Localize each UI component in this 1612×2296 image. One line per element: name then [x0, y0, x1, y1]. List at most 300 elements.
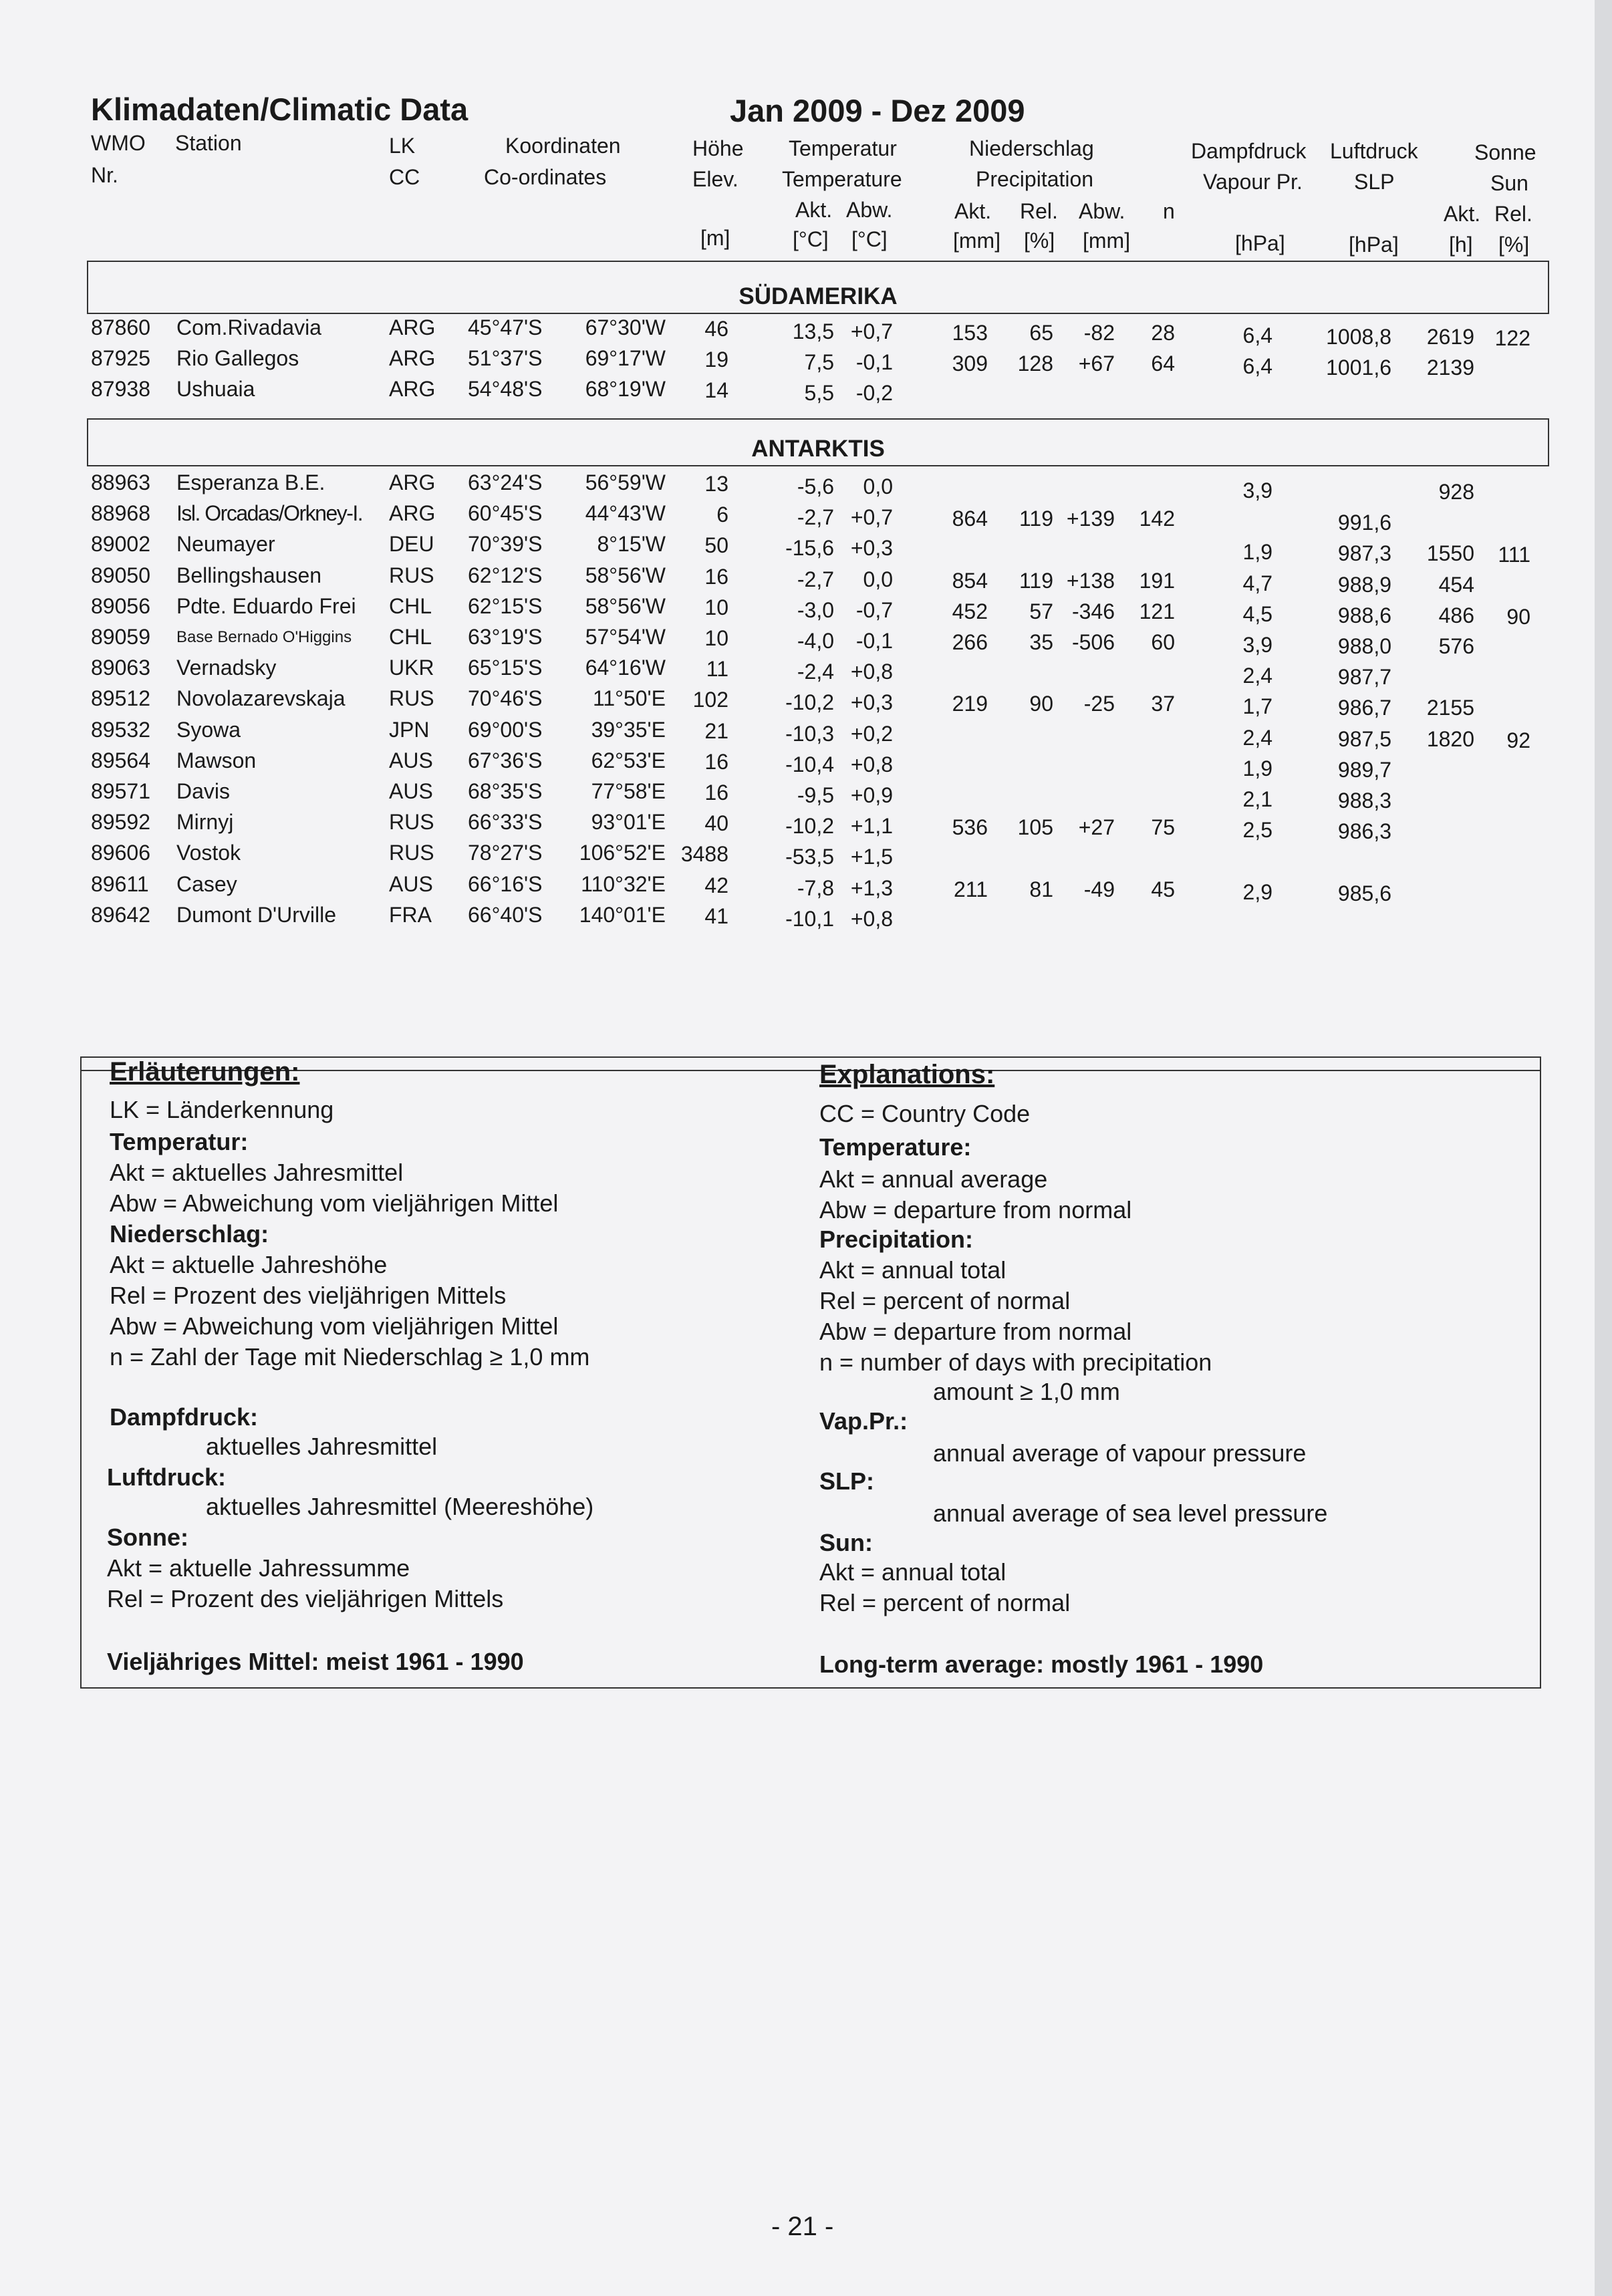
cell-cc: DEU [389, 532, 434, 557]
cell-lat: 68°35'S [468, 779, 543, 803]
section-label: SÜDAMERIKA [738, 283, 898, 309]
cell-p-rel: 35 [1029, 630, 1053, 654]
cell-elev: 16 [704, 780, 728, 805]
section-header-antarctica [87, 418, 1549, 466]
cell-t-abw: +0,8 [850, 752, 893, 776]
cell-station: Vostok [176, 841, 241, 865]
cell-lon: 57°54'W [585, 625, 666, 649]
de-footer: Vieljähriges Mittel: meist 1961 - 1990 [107, 1648, 524, 1675]
col-lk: LK [389, 134, 416, 158]
en-footer: Long-term average: mostly 1961 - 1990 [819, 1651, 1264, 1678]
cell-lat: 78°27'S [468, 841, 543, 865]
cell-lon: 58°56'W [585, 593, 666, 618]
cell-vap: 4,5 [1242, 601, 1272, 626]
cell-slp: 989,7 [1337, 757, 1391, 782]
cell-vap: 6,4 [1242, 354, 1272, 378]
cell-p-rel: 128 [1017, 351, 1053, 376]
cell-t-abw: 0,0 [863, 567, 893, 591]
cell-p-akt: 211 [953, 877, 988, 901]
cell-lon: 110°32'E [581, 871, 666, 896]
col-elev-unit: [m] [700, 226, 730, 250]
cell-lon: 64°16'W [585, 656, 666, 680]
col-vap-unit: [hPa] [1235, 231, 1285, 255]
cell-elev: 10 [704, 626, 728, 650]
cell-p-abw: -346 [1071, 599, 1115, 623]
cell-slp: 987,3 [1337, 541, 1391, 566]
cell-t-akt: -10,2 [785, 814, 834, 839]
cell-p-n: 45 [1151, 877, 1175, 901]
cell-sun-akt: 2139 [1426, 355, 1474, 380]
cell-sun-akt: 928 [1438, 480, 1474, 504]
cell-station: Esperanza B.E. [176, 470, 325, 494]
col-sun-akt: Akt. [1444, 202, 1481, 226]
col-slp-unit: [hPa] [1349, 233, 1399, 257]
cell-station: Vernadsky [176, 656, 277, 680]
col-sun-rel: Rel. [1494, 202, 1532, 226]
cell-wmo: 89512 [91, 686, 150, 711]
cell-t-akt: -2,4 [797, 660, 834, 684]
cell-station: Bellingshausen [176, 563, 322, 587]
cell-cc: FRA [389, 902, 432, 927]
cell-p-abw: -506 [1071, 630, 1115, 654]
cell-elev: 50 [704, 533, 728, 558]
cell-sun-akt: 2619 [1426, 325, 1474, 349]
en-temp-head: Temperature: [819, 1133, 972, 1161]
cell-p-n: 64 [1151, 351, 1175, 376]
de-prec-head: Niederschlag: [110, 1220, 269, 1248]
cell-t-abw: +0,2 [850, 721, 893, 746]
cell-sun-rel: 111 [1498, 543, 1530, 567]
cell-sun-akt: 486 [1438, 603, 1474, 627]
cell-t-akt: -3,0 [797, 597, 834, 622]
col-prec-abw: Abw. [1079, 199, 1125, 223]
cell-t-abw: -0,2 [855, 381, 893, 405]
en-prec-abw: Abw = departure from normal [819, 1318, 1132, 1345]
cell-wmo: 89611 [91, 871, 149, 896]
col-coord: Co-ordinates [484, 165, 607, 189]
cell-cc: ARG [389, 377, 436, 401]
col-slp-de: Luftdruck [1330, 139, 1418, 163]
cell-sun-akt: 2155 [1426, 696, 1474, 720]
cell-lat: 66°33'S [468, 810, 543, 835]
cell-p-akt: 153 [952, 321, 988, 345]
cell-t-akt: -10,4 [785, 752, 834, 776]
cell-slp: 1001,6 [1326, 355, 1391, 380]
col-sun-en: Sun [1490, 171, 1528, 195]
cell-lon: 8°15'W [597, 532, 666, 557]
cell-wmo: 87860 [91, 315, 150, 339]
cell-lat: 54°48'S [468, 377, 543, 401]
cell-elev: 13 [704, 472, 728, 496]
cell-cc: ARG [389, 501, 436, 526]
cell-lat: 65°15'S [468, 656, 543, 680]
cell-lat: 62°15'S [468, 593, 543, 618]
explanations-de-title: Erläuterungen: [110, 1057, 300, 1087]
col-prec-unit3: [mm] [1083, 229, 1131, 253]
col-hoehe: Höhe [692, 136, 744, 160]
cell-lat: 63°24'S [468, 470, 543, 494]
cell-t-abw: -0,1 [855, 350, 893, 374]
cell-t-akt: -2,7 [797, 567, 834, 591]
cell-elev: 41 [704, 903, 728, 928]
cell-wmo: 89564 [91, 748, 150, 772]
cell-t-abw: 0,0 [863, 474, 893, 498]
cell-sun-akt: 1820 [1426, 726, 1474, 751]
cell-elev: 16 [704, 564, 728, 589]
cell-station: Novolazarevskaja [176, 686, 346, 711]
cell-slp: 986,7 [1337, 696, 1391, 720]
cell-lon: 56°59'W [585, 470, 666, 494]
cell-station: Com.Rivadavia [176, 315, 321, 339]
cell-p-akt: 536 [952, 815, 988, 840]
en-temp-akt: Akt = annual average [819, 1165, 1048, 1193]
de-sun-rel: Rel = Prozent des vieljährigen Mittels [107, 1585, 504, 1612]
cell-slp: 1008,8 [1326, 325, 1391, 349]
cell-lon: 11°50'E [592, 686, 666, 711]
cell-lon: 39°35'E [591, 717, 666, 742]
cell-cc: RUS [389, 810, 434, 835]
section-label: ANTARKTIS [751, 436, 885, 462]
cell-lon: 62°53'E [591, 748, 666, 772]
cell-t-akt: -10,1 [785, 906, 834, 931]
cell-t-abw: +0,7 [850, 319, 893, 343]
en-sun-head: Sun: [819, 1529, 873, 1556]
cell-t-akt: -10,2 [785, 690, 834, 715]
cell-p-akt: 452 [952, 599, 988, 623]
cell-wmo: 87925 [91, 346, 150, 370]
explanations-en-title: Explanations: [819, 1060, 995, 1089]
cell-t-akt: -10,3 [785, 721, 834, 746]
cell-t-akt: -15,6 [785, 536, 834, 561]
cell-p-rel: 90 [1029, 692, 1053, 716]
de-slp-head: Luftdruck: [107, 1463, 226, 1491]
cell-sun-akt: 454 [1438, 572, 1474, 597]
de-sun-akt: Akt = aktuelle Jahressumme [107, 1554, 410, 1582]
cell-station: Mirnyj [176, 810, 234, 835]
cell-wmo: 89063 [91, 656, 150, 680]
cell-wmo: 89059 [91, 625, 150, 649]
cell-station: Rio Gallegos [176, 346, 299, 370]
cell-wmo: 89050 [91, 563, 150, 587]
cell-cc: AUS [389, 779, 433, 803]
col-wmo: WMO [91, 131, 146, 155]
cell-p-abw: +27 [1078, 815, 1115, 840]
cell-lon: 44°43'W [585, 501, 666, 526]
col-vap-de: Dampfdruck [1191, 139, 1307, 163]
cell-t-abw: +1,3 [850, 875, 893, 900]
cell-lat: 70°46'S [468, 686, 543, 711]
en-slp-head: SLP: [819, 1467, 875, 1495]
cell-lat: 60°45'S [468, 501, 543, 526]
cell-p-akt: 864 [952, 507, 988, 531]
cell-station: Pdte. Eduardo Frei [176, 593, 356, 618]
cell-cc: ARG [389, 470, 436, 494]
cell-p-abw: -49 [1083, 877, 1115, 901]
cell-p-rel: 81 [1029, 877, 1053, 901]
cell-vap: 2,9 [1242, 879, 1272, 904]
cell-elev: 19 [704, 347, 728, 372]
cell-station: Syowa [176, 717, 241, 742]
cell-elev: 6 [716, 503, 728, 527]
cell-cc: ARG [389, 346, 436, 370]
cell-station: Isl. Orcadas/Orkney-I. [176, 501, 363, 526]
cell-slp: 991,6 [1337, 511, 1391, 535]
cell-vap: 3,9 [1242, 633, 1272, 657]
cell-t-abw: +0,8 [850, 660, 893, 684]
cell-t-abw: +1,1 [850, 814, 893, 839]
col-temp-abw: Abw. [846, 198, 893, 222]
cell-slp: 987,7 [1337, 665, 1391, 690]
col-prec-unit2: [%] [1024, 229, 1055, 253]
cell-elev: 46 [704, 317, 728, 341]
de-temp-akt: Akt = aktuelles Jahresmittel [110, 1159, 404, 1186]
cell-p-akt: 266 [952, 630, 988, 654]
cell-p-abw: +139 [1066, 507, 1115, 531]
cell-elev: 10 [704, 595, 728, 619]
cell-lat: 67°36'S [468, 748, 543, 772]
cell-cc: CHL [389, 625, 432, 649]
cell-cc: AUS [389, 871, 433, 896]
de-prec-n: n = Zahl der Tage mit Niederschlag ≥ 1,0 mm [110, 1343, 590, 1371]
cell-t-akt: 5,5 [804, 381, 834, 405]
cell-p-n: 28 [1151, 321, 1175, 345]
cell-p-rel: 105 [1017, 815, 1053, 840]
cell-p-abw: +138 [1066, 568, 1115, 593]
cell-lat: 69°00'S [468, 717, 543, 742]
cell-t-abw: -0,7 [855, 597, 893, 622]
cell-cc: JPN [389, 717, 430, 742]
cell-cc: AUS [389, 748, 433, 772]
cell-sun-akt: 1550 [1426, 541, 1474, 566]
cell-t-akt: -5,6 [797, 474, 834, 498]
cell-p-n: 75 [1151, 815, 1175, 840]
cell-slp: 988,9 [1337, 572, 1391, 597]
cell-station: Casey [176, 871, 237, 896]
cell-vap: 2,4 [1242, 664, 1272, 688]
de-vap-text: aktuelles Jahresmittel [206, 1433, 438, 1460]
col-koord: Koordinaten [505, 134, 621, 158]
col-prec-en: Precipitation [976, 167, 1094, 191]
cell-elev: 42 [704, 873, 728, 897]
cell-sun-rel: 90 [1506, 604, 1530, 629]
cell-p-rel: 57 [1029, 599, 1053, 623]
cell-station: Neumayer [176, 532, 275, 557]
cell-vap: 1,9 [1242, 756, 1272, 780]
cell-t-abw: +1,5 [850, 845, 893, 869]
cell-p-rel: 119 [1019, 507, 1053, 531]
cell-slp: 987,5 [1337, 726, 1391, 751]
cell-wmo: 87938 [91, 377, 150, 401]
de-prec-rel: Rel = Prozent des vieljährigen Mittels [110, 1282, 507, 1309]
cell-t-abw: +0,3 [850, 690, 893, 715]
cell-cc: CHL [389, 593, 432, 618]
cell-elev: 102 [692, 688, 728, 712]
cell-t-abw: +0,8 [850, 906, 893, 931]
col-temp-unit2: [°C] [851, 227, 888, 251]
en-temp-abw: Abw = departure from normal [819, 1196, 1132, 1224]
en-sun-rel: Rel = percent of normal [819, 1589, 1071, 1616]
en-vap-text: annual average of vapour pressure [933, 1439, 1307, 1467]
cell-vap: 4,7 [1242, 571, 1272, 595]
page-edge [1595, 0, 1612, 2296]
col-prec-rel: Rel. [1020, 199, 1058, 223]
col-temp-de: Temperatur [789, 136, 897, 160]
cell-p-akt: 309 [952, 351, 988, 376]
col-prec-unit1: [mm] [953, 229, 1001, 253]
cell-p-n: 191 [1139, 568, 1175, 593]
cell-lon: 77°58'E [591, 779, 666, 803]
cell-elev: 40 [704, 811, 728, 836]
cell-wmo: 88968 [91, 501, 150, 526]
cell-lat: 66°16'S [468, 871, 543, 896]
col-temp-en: Temperature [782, 167, 902, 191]
cell-t-akt: 13,5 [792, 319, 834, 343]
cell-p-akt: 219 [952, 692, 988, 716]
en-slp-text: annual average of sea level pressure [933, 1499, 1328, 1527]
cell-vap: 1,9 [1242, 540, 1272, 565]
cell-p-akt: 854 [952, 568, 988, 593]
cell-lat: 63°19'S [468, 625, 543, 649]
cell-cc: RUS [389, 563, 434, 587]
period-title: Jan 2009 - Dez 2009 [730, 93, 1025, 128]
de-slp-text: aktuelles Jahresmittel (Meereshöhe) [206, 1493, 594, 1520]
cell-wmo: 89606 [91, 841, 150, 865]
cell-station: Mawson [176, 748, 257, 772]
col-sun-de: Sonne [1474, 140, 1536, 164]
cell-lon: 58°56'W [585, 563, 666, 587]
cell-lon: 93°01'E [591, 810, 666, 835]
en-prec-rel: Rel = percent of normal [819, 1287, 1071, 1314]
cell-elev: 16 [704, 749, 728, 774]
cell-t-akt: -2,7 [797, 505, 834, 530]
col-slp-en: SLP [1354, 170, 1395, 194]
col-prec-akt: Akt. [954, 199, 992, 223]
cell-p-n: 60 [1151, 630, 1175, 654]
cell-t-abw: +0,9 [850, 783, 893, 807]
cell-sun-rel: 92 [1506, 728, 1530, 752]
en-prec-n2: amount ≥ 1,0 mm [933, 1378, 1120, 1405]
cell-station: Davis [176, 779, 231, 803]
cell-t-akt: -53,5 [785, 845, 834, 869]
cell-wmo: 88963 [91, 470, 150, 494]
col-nr: Nr. [91, 163, 118, 187]
de-sun-head: Sonne: [107, 1524, 188, 1551]
cell-slp: 985,6 [1337, 881, 1391, 905]
col-temp-akt: Akt. [795, 198, 833, 222]
cell-p-abw: +67 [1078, 351, 1115, 376]
cell-wmo: 89056 [91, 593, 150, 618]
cell-lat: 66°40'S [468, 902, 543, 927]
de-temp-head: Temperatur: [110, 1128, 249, 1155]
page-number: - 21 - [771, 2212, 834, 2241]
de-temp-abw: Abw = Abweichung vom vieljährigen Mittel [110, 1189, 559, 1217]
cell-sun-akt: 576 [1438, 634, 1474, 658]
col-sun-unit2: [%] [1498, 233, 1530, 257]
cell-lat: 70°39'S [468, 532, 543, 557]
en-prec-head: Precipitation: [819, 1226, 974, 1253]
cell-vap: 6,4 [1242, 323, 1272, 347]
col-prec-de: Niederschlag [969, 136, 1094, 160]
cell-cc: RUS [389, 841, 434, 865]
cell-t-abw: +0,7 [850, 505, 893, 530]
cell-lon: 69°17'W [585, 346, 666, 370]
cell-wmo: 89642 [91, 902, 150, 927]
cell-wmo: 89571 [91, 779, 150, 803]
cell-station: Dumont D'Urville [176, 902, 337, 927]
cell-cc: RUS [389, 686, 434, 711]
en-sun-akt: Akt = annual total [819, 1558, 1006, 1586]
en-prec-n: n = number of days with precipitation [819, 1348, 1212, 1376]
cell-station: Base Bernado O'Higgins [176, 628, 352, 646]
cell-vap: 2,1 [1242, 787, 1272, 811]
col-temp-unit1: [°C] [793, 227, 829, 251]
cell-elev: 11 [706, 657, 728, 682]
cell-cc: ARG [389, 315, 436, 339]
col-prec-n: n [1163, 199, 1175, 223]
cell-t-akt: -9,5 [797, 783, 834, 807]
de-prec-akt: Akt = aktuelle Jahreshöhe [110, 1251, 388, 1278]
cell-t-abw: +0,3 [850, 536, 893, 561]
en-prec-akt: Akt = annual total [819, 1256, 1006, 1284]
cell-wmo: 89002 [91, 532, 150, 557]
cell-elev: 21 [704, 718, 728, 743]
cell-slp: 986,3 [1337, 819, 1391, 844]
cell-lon: 67°30'W [585, 315, 666, 339]
cell-vap: 1,7 [1242, 694, 1272, 719]
cell-sun-rel: 122 [1494, 326, 1530, 350]
cell-wmo: 89532 [91, 717, 150, 742]
col-cc: CC [389, 165, 420, 189]
cell-lon: 140°01'E [579, 902, 666, 927]
cell-lon: 106°52'E [579, 841, 666, 865]
cell-vap: 2,5 [1242, 818, 1272, 843]
cell-t-akt: 7,5 [804, 350, 834, 374]
cell-p-abw: -25 [1083, 692, 1115, 716]
en-cc-line: CC = Country Code [819, 1100, 1031, 1127]
cell-p-rel: 65 [1029, 321, 1053, 345]
cell-elev: 14 [704, 378, 728, 402]
page-title: Klimadaten/Climatic Data [91, 92, 468, 127]
cell-vap: 2,4 [1242, 725, 1272, 750]
cell-slp: 988,3 [1337, 788, 1391, 813]
col-station: Station [175, 131, 242, 155]
de-lk-line: LK = Länderkennung [110, 1096, 334, 1123]
cell-t-akt: -7,8 [797, 875, 834, 900]
en-vap-head: Vap.Pr.: [819, 1407, 908, 1435]
col-sun-unit1: [h] [1449, 233, 1473, 257]
cell-slp: 988,0 [1337, 634, 1391, 658]
cell-lat: 51°37'S [468, 346, 543, 370]
cell-elev: 3488 [680, 842, 728, 867]
cell-lon: 68°19'W [585, 377, 666, 401]
cell-p-n: 121 [1139, 599, 1175, 623]
cell-t-abw: -0,1 [855, 629, 893, 653]
cell-p-abw: -82 [1083, 321, 1115, 345]
cell-cc: UKR [389, 656, 434, 680]
col-elev: Elev. [692, 167, 738, 191]
cell-p-n: 142 [1139, 507, 1175, 531]
de-prec-abw: Abw = Abweichung vom vieljährigen Mittel [110, 1312, 559, 1340]
de-vap-head: Dampfdruck: [110, 1403, 259, 1431]
cell-t-akt: -4,0 [797, 629, 834, 653]
section-header-south-america [87, 261, 1549, 314]
cell-lat: 45°47'S [468, 315, 543, 339]
cell-p-n: 37 [1151, 692, 1175, 716]
cell-lat: 62°12'S [468, 563, 543, 587]
cell-wmo: 89592 [91, 810, 150, 835]
cell-slp: 988,6 [1337, 603, 1391, 627]
cell-p-rel: 119 [1019, 568, 1053, 593]
